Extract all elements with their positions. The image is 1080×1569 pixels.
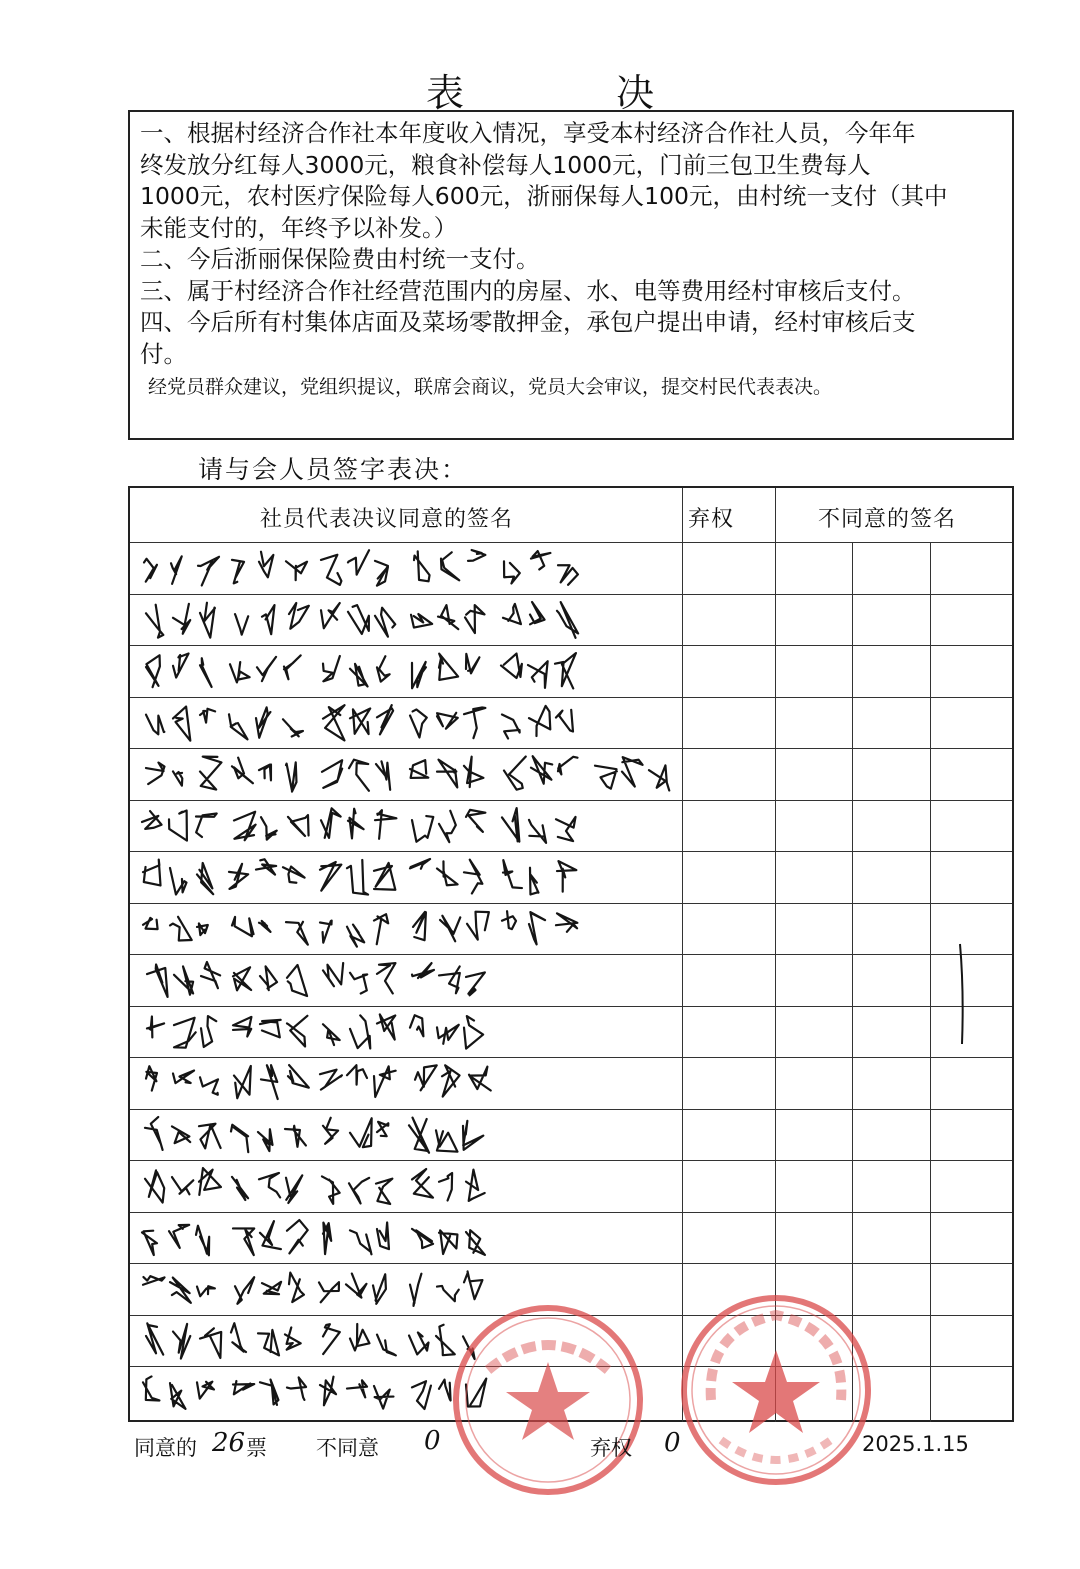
handwritten-signature [228,802,320,850]
signature-stroke [322,1176,392,1204]
handwritten-signature [141,956,233,1004]
handwritten-signature [316,750,408,798]
handwritten-signature [137,1265,229,1313]
resolution-box [128,110,1014,440]
handwritten-signature [316,1162,408,1210]
handwritten-signature [315,596,407,644]
signature-stroke [504,551,578,585]
handwritten-signature [226,750,318,798]
abstain-count: 0 [664,1428,681,1458]
handwritten-signature [138,544,230,592]
handwritten-signature [315,802,407,850]
signature-stroke [323,1222,389,1254]
handwritten-signature [141,1008,233,1056]
handwritten-signature [226,544,318,592]
signature-stroke [232,758,296,792]
abstain-label: 弃权 [590,1436,632,1460]
handwritten-signature [317,647,409,695]
handwritten-signature [137,853,229,901]
signature-table [128,486,1014,1422]
handwritten-signature [226,1162,318,1210]
process-note: 经党员群众建议，党组织提议，联席会商议，党员大会审议，提交村民代表表决。 [148,376,833,398]
handwritten-signature [317,1008,409,1056]
signature-stroke [146,602,215,637]
signature-stroke [146,706,215,740]
handwritten-signature [589,750,681,798]
handwritten-signature [404,750,496,798]
handwritten-signature [229,1265,321,1313]
handwritten-signature [223,853,315,901]
handwritten-signature [496,802,588,850]
signature-stroke [232,916,308,944]
signature-stroke [414,550,485,581]
signature-stroke [321,550,388,585]
signature-stroke [323,1014,395,1048]
signature-stroke [145,1168,221,1202]
handwritten-signature [229,596,321,644]
signature-stroke [415,1065,491,1096]
signature-stroke [145,1117,221,1150]
handwritten-signature [139,1162,231,1210]
handwritten-signature [404,699,496,747]
handwritten-signature [317,1317,409,1365]
signature-stroke [412,963,485,995]
row-divider [130,851,1012,852]
signature-stroke [320,1377,393,1409]
column-divider [775,488,776,1422]
row-divider [130,697,1012,698]
header-agree: 社员代表决议同意的签名 [260,507,514,532]
handwritten-signature [140,1317,232,1365]
row-divider [130,1109,1012,1110]
signature-stroke [233,1220,308,1255]
signature-stroke [146,757,221,790]
signature-stroke [323,963,395,993]
handwritten-signature [227,1214,319,1262]
signature-stroke [147,962,220,997]
signature-stroke [233,1015,307,1046]
pen-mark [952,940,972,1050]
signature-stroke [234,1065,309,1099]
signature-stroke [230,655,301,682]
signature-stroke [412,809,485,841]
handwritten-signature [223,699,315,747]
handwritten-signature [227,1008,319,1056]
signature-stroke [503,602,578,638]
handwritten-signature [498,544,590,592]
agree-unit: 票 [246,1436,267,1460]
handwritten-signature [225,1111,317,1159]
handwritten-signature [228,1059,320,1107]
row-divider [130,903,1012,904]
signature-stroke [146,1066,218,1095]
row-divider [130,1212,1012,1213]
handwritten-signature [140,1059,232,1107]
handwritten-signature [404,1008,496,1056]
handwritten-signature [139,1111,231,1159]
signature-stroke [321,808,396,838]
handwritten-signature [136,802,228,850]
handwritten-signature [313,1265,405,1313]
row-divider [130,645,1012,646]
sign-prompt: 请与会人员签字表决： [198,455,469,484]
signature-stroke [229,859,305,889]
handwritten-signature [226,905,318,953]
handwritten-signature [408,544,500,592]
signature-stroke [410,707,485,738]
signature-stroke [234,811,309,839]
handwritten-signature [227,1368,319,1416]
signature-stroke [502,705,573,738]
handwritten-signature [140,596,232,644]
signature-stroke [411,605,485,633]
signature-stroke [231,1124,306,1151]
signature-stroke [410,757,483,788]
signature-stroke [235,602,309,634]
signature-stroke [323,656,390,686]
signature-stroke [321,603,395,637]
header-abstain: 弃权 [688,507,735,532]
resolution-line: 终发放分红每人3000元，粮食补偿每人1000元，门前三包卫生费每人 [140,150,871,179]
handwritten-signature [224,647,316,695]
handwritten-signature [317,699,409,747]
handwritten-signature [498,750,590,798]
resolution-line: 1000元，农村医疗保险每人600元，浙丽保每人100元，由村统一支付（其中 [140,182,948,210]
handwritten-signature [136,1214,228,1262]
signature-stroke [502,808,576,843]
handwritten-signature [140,699,232,747]
handwritten-signature [314,1368,406,1416]
row-divider [130,594,1012,595]
agree-count: 26 [212,1428,246,1458]
handwritten-signature [137,905,229,953]
signature-stroke [144,556,219,585]
signature-stroke [320,860,395,895]
handwritten-signature [317,956,409,1004]
row-divider [130,1006,1012,1007]
resolution-line: 未能支付的，年终予以补发。） [140,213,458,242]
resolution-line: 四、今后所有村集体店面及菜场零散押金，承包户提出申请，经村审核后支 [140,308,916,336]
vote-summary [0,1426,1080,1472]
handwritten-signature [405,596,497,644]
signature-stroke [232,1173,302,1203]
header-divider [130,542,1012,543]
signature-stroke [143,1276,215,1303]
handwritten-signature [314,853,406,901]
handwritten-signature [406,1214,498,1262]
signature-stroke [231,1323,301,1355]
row-divider [130,954,1012,955]
signature-stroke [319,1274,386,1304]
signature-stroke [504,756,577,789]
row-divider [130,1263,1012,1264]
signature-stroke [142,1224,209,1254]
column-divider [682,488,683,1422]
resolution-line: 二、今后浙丽保保险费由村统一支付。 [140,245,540,273]
handwritten-signature [137,1368,229,1416]
handwritten-signature [227,956,319,1004]
handwritten-signature [315,544,407,592]
column-divider [930,542,931,1422]
handwritten-signature [497,853,589,901]
disagree-label: 不同意 [316,1436,379,1460]
handwritten-signature [496,699,588,747]
signature-stroke [142,810,217,840]
handwritten-signature [404,853,496,901]
handwritten-signature [496,905,588,953]
signature-stroke [323,1323,396,1354]
row-divider [130,748,1012,749]
row-divider [130,1057,1012,1058]
signature-stroke [412,654,479,689]
signature-stroke [502,911,577,944]
resolution-date: 2025.1.15 [862,1432,969,1456]
signature-stroke [410,859,482,893]
signature-stroke [146,653,212,687]
handwritten-signature [497,596,589,644]
handwritten-signature [225,1317,317,1365]
signature-stroke [323,1117,388,1146]
handwritten-signature [403,1111,495,1159]
handwritten-signature [409,1059,501,1107]
signature-stroke [320,914,388,946]
resolution-line: 付。 [140,339,187,368]
signature-stroke [233,1377,306,1405]
signature-stroke [503,860,576,894]
handwritten-signature [317,1111,409,1159]
signature-stroke [229,707,303,739]
signature-stroke [235,1273,304,1304]
signature-stroke [409,1117,483,1152]
resolution-line: 三、属于村经济合作社经营范围内的房屋、水、电等费用经村审核后支付。 [140,276,916,305]
handwritten-signature [406,802,498,850]
signature-stroke [146,1323,221,1358]
signature-stroke [143,860,213,895]
handwritten-signature [140,750,232,798]
agree-label: 同意的 [134,1436,197,1460]
handwritten-signature [314,905,406,953]
row-divider [130,1160,1012,1161]
handwritten-signature [314,1059,406,1107]
signature-stroke [143,1376,214,1408]
handwritten-signature [407,905,499,953]
signature-stroke [501,653,576,688]
row-divider [130,800,1012,801]
handwritten-signature [406,956,498,1004]
resolution-line: 一、根据村经济合作社本年度收入情况，享受本村经济合作社人员，今年年 [140,119,916,147]
signature-stroke [323,705,393,740]
document-title: 表 决 [425,71,725,115]
handwritten-signature [495,647,587,695]
handwritten-signature [406,647,498,695]
disagree-count: 0 [424,1426,441,1456]
signature-stroke [412,1169,485,1201]
handwritten-signature [317,1214,409,1262]
signature-stroke [595,757,669,790]
signature-stroke [413,911,489,941]
signature-stroke [412,1228,485,1254]
signature-stroke [233,965,307,996]
handwritten-signature [406,1162,498,1210]
signature-stroke [147,1016,216,1048]
signature-stroke [322,760,390,791]
signature-stroke [410,1015,483,1048]
header-disagree: 不同意的签名 [818,507,957,532]
signature-stroke [320,1065,396,1097]
signature-stroke [143,916,208,940]
signature-stroke [232,552,307,584]
handwritten-signature [140,647,232,695]
